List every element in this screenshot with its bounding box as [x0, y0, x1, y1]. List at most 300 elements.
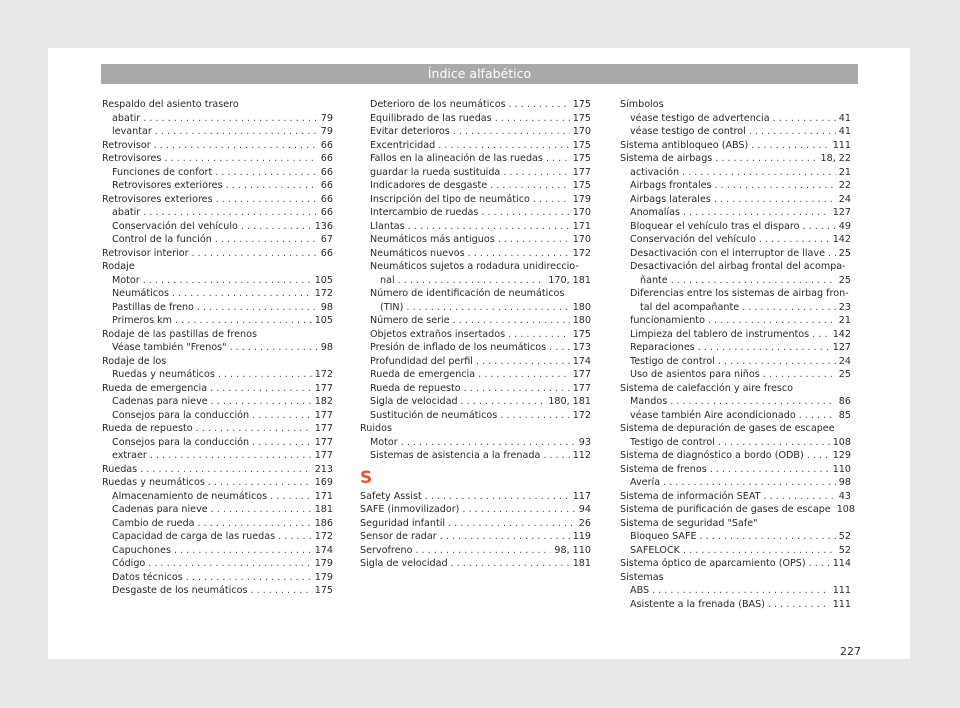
index-entry-term: Consejos para la conducción — [112, 436, 250, 448]
index-entry-term: Testigo de control — [630, 355, 715, 367]
index-entry-term: Capuchones — [112, 544, 171, 556]
index-entry-page: 175 — [314, 585, 333, 596]
dot-leader — [453, 314, 570, 328]
dot-leader — [218, 368, 312, 382]
index-heading: Sistema de calefacción y aire fresco — [620, 382, 794, 394]
dot-leader — [226, 179, 318, 193]
page-title: Índice alfabético — [427, 66, 532, 81]
index-entry-page: 98, 110 — [554, 544, 591, 556]
dot-leader — [495, 112, 570, 126]
index-column-2-part-b — [360, 490, 591, 571]
index-entry-page: 24 — [838, 355, 851, 367]
dot-leader — [453, 125, 570, 139]
index-entry-page: 67 — [320, 234, 333, 245]
dot-leader — [670, 395, 836, 409]
index-entry-page: 66 — [320, 193, 333, 205]
index-entry — [620, 409, 851, 423]
dot-leader — [210, 382, 312, 396]
index-entry — [360, 152, 591, 166]
index-entry-term: Número de serie — [370, 315, 450, 326]
index-entry — [620, 328, 851, 342]
dot-leader — [398, 274, 546, 288]
dot-leader — [718, 355, 836, 369]
index-entry-term: Primeros km — [112, 315, 173, 326]
index-entry-term: abatir — [112, 207, 141, 218]
dot-leader — [698, 341, 830, 355]
index-entry-term: Neumáticos nuevos — [370, 247, 465, 259]
index-entry — [102, 409, 333, 423]
index-entry-term: Rueda de emergencia — [370, 369, 476, 380]
dot-leader — [663, 476, 836, 490]
index-entry-page: 179 — [314, 571, 333, 583]
index-entry — [360, 517, 591, 531]
index-entry — [102, 179, 333, 193]
index-entry-term: Sistema óptico de aparcamiento (OPS) — [620, 558, 806, 569]
index-entry-term: Mandos — [630, 396, 668, 407]
index-entry — [620, 139, 851, 153]
index-entry-page: 18, 22 — [820, 153, 851, 164]
index-entry-term: Sistema de airbags — [620, 153, 713, 164]
index-entry-term: nal — [380, 274, 395, 286]
index-entry-term: Retrovisores exteriores — [102, 193, 213, 205]
dot-leader — [509, 98, 570, 112]
index-entry — [620, 206, 851, 220]
dot-leader — [481, 206, 569, 220]
dot-leader — [197, 301, 318, 315]
index-entry — [102, 463, 333, 477]
index-entry-page: 108 — [832, 436, 851, 448]
index-entry-term: Véase también "Frenos" — [112, 342, 227, 353]
dot-leader — [186, 571, 312, 585]
dot-leader — [763, 368, 836, 382]
index-entry-term: Reparaciones — [630, 342, 695, 353]
index-entry-page: 180 — [572, 301, 591, 313]
index-entry-page: 177 — [314, 409, 333, 421]
index-entry — [102, 233, 333, 247]
dot-leader — [250, 584, 311, 598]
index-entry-term: Cadenas para nieve — [112, 396, 208, 407]
index-entry-term: Control de la función — [112, 234, 212, 245]
index-entry-term: Retrovisor interior — [102, 247, 189, 259]
index-entry-page: 213 — [314, 463, 333, 475]
index-entry-term: activación — [630, 166, 680, 178]
index-entry-term: Motor — [112, 274, 140, 286]
index-entry-page: 170 — [572, 207, 591, 218]
dot-leader — [812, 328, 830, 342]
dot-leader — [440, 530, 570, 544]
index-entry-page: 24 — [838, 193, 851, 205]
index-entry — [620, 152, 851, 166]
index-entry-term: Llantas — [370, 220, 405, 232]
index-entry-page: 85 — [838, 409, 851, 421]
index-heading: Sistema de seguridad "Safe" — [620, 517, 758, 529]
index-entry-page: 172 — [314, 288, 333, 299]
index-entry-term: ñante — [640, 274, 668, 286]
index-entry-page: 175 — [572, 139, 591, 151]
index-entry — [102, 220, 333, 234]
dot-leader — [498, 233, 570, 247]
index-entry — [360, 193, 591, 207]
index-entry-page: 169 — [314, 477, 333, 488]
index-column-3 — [620, 98, 856, 611]
index-entry-term: Almacenamiento de neumáticos — [112, 490, 268, 502]
index-entry-term: Conservación del vehículo — [112, 220, 238, 232]
index-entry-page: 111 — [832, 139, 851, 151]
index-entry-page: 66 — [320, 139, 333, 151]
dot-leader — [462, 503, 575, 517]
dot-leader — [464, 382, 570, 396]
index-entry-term: Rueda de repuesto — [370, 382, 461, 394]
index-entry — [102, 368, 333, 382]
index-entry — [360, 301, 591, 315]
index-entry-page: 177 — [572, 382, 591, 394]
index-entry-page: 52 — [838, 544, 851, 556]
index-entry — [102, 557, 333, 571]
dot-leader — [164, 152, 317, 166]
index-entry-term: Sigla de velocidad — [370, 396, 458, 407]
index-entry-page: 170 — [572, 126, 591, 137]
index-entry-page: 114 — [832, 558, 851, 569]
index-entry — [102, 490, 333, 504]
index-entry — [102, 166, 333, 180]
index-entry — [620, 301, 851, 315]
index-entry-page: 98 — [320, 301, 333, 313]
index-entry-term: Conservación del vehículo — [630, 234, 756, 245]
index-heading: Rodaje — [102, 261, 135, 272]
index-entry — [360, 98, 591, 112]
index-entry-page: 186 — [314, 517, 333, 529]
index-entry — [360, 179, 591, 193]
index-heading: Respaldo del asiento trasero — [102, 99, 239, 110]
index-entry-term: Avería — [630, 477, 661, 488]
index-entry-term: Anomalías — [630, 207, 680, 218]
index-entry-term: SAFE (inmovilizador) — [360, 504, 460, 515]
index-entry-term: Indicadores de desgaste — [370, 180, 488, 191]
index-entry — [102, 584, 333, 598]
dot-leader — [759, 233, 830, 247]
dot-leader — [150, 449, 312, 463]
index-entry-term: Fallos en la alineación de las ruedas — [370, 153, 543, 164]
dot-leader — [503, 166, 569, 180]
index-entry-term: Excentricidad — [370, 139, 436, 151]
index-entry-page: 25 — [838, 247, 851, 259]
index-entry-term: Desactivación del airbag frontal del acompa- — [630, 261, 846, 272]
dot-leader — [154, 139, 318, 153]
index-entry-page: 22 — [838, 180, 851, 191]
index-entry-term: Pastillas de freno — [112, 301, 194, 313]
dot-leader — [749, 125, 836, 139]
index-entry-page: 171 — [572, 220, 591, 232]
index-heading: Sistema de depuración de gases de escapee — [620, 423, 835, 434]
dot-leader — [549, 341, 570, 355]
index-entry — [360, 247, 591, 261]
index-entry-page: 175 — [572, 112, 591, 124]
index-entry-page: 174 — [314, 544, 333, 556]
index-entry — [102, 139, 333, 153]
index-entry-term: ABS — [630, 585, 650, 596]
index-entry-term: Airbags frontales — [630, 180, 712, 191]
index-entry-term: Airbags laterales — [630, 193, 711, 205]
index-entry — [102, 544, 333, 558]
index-entry-term: Bloquear el vehículo tras el disparo — [630, 220, 800, 232]
dot-leader — [215, 166, 318, 180]
dot-leader — [175, 314, 312, 328]
index-entry-term: Presión de inflado de los neumáticos — [370, 342, 547, 353]
dot-leader — [230, 341, 318, 355]
dot-leader — [270, 490, 312, 504]
index-entry — [360, 314, 591, 328]
index-entry-page: 180, 181 — [548, 396, 591, 407]
index-entry — [620, 476, 851, 490]
index-entry-term: Funciones de confort — [112, 166, 213, 178]
index-entry — [102, 517, 333, 531]
index-entry — [620, 557, 851, 571]
index-entry-term: Servofreno — [360, 544, 413, 556]
index-entry-term: Safety Assist — [360, 490, 422, 502]
index-entry-page: 21 — [838, 315, 851, 326]
index-entry — [620, 584, 851, 598]
index-entry-term: Objetos extraños insertados — [370, 328, 506, 340]
index-entry — [360, 274, 591, 288]
index-entry — [360, 125, 591, 139]
index-entry — [360, 355, 591, 369]
dot-leader — [196, 422, 312, 436]
dot-leader — [803, 220, 836, 234]
index-entry-page: 105 — [314, 274, 333, 286]
index-heading: Ruidos — [360, 423, 392, 434]
index-entry — [360, 166, 591, 180]
index-entry-page: 181 — [572, 558, 591, 569]
dot-leader — [408, 220, 570, 234]
index-entry-term: Sigla de velocidad — [360, 558, 448, 569]
index-entry-page: 111 — [832, 598, 851, 610]
dot-leader — [683, 206, 830, 220]
index-entry-page: 52 — [838, 531, 851, 542]
index-entry-term: Ruedas y neumáticos — [112, 369, 215, 380]
index-entry-term: Neumáticos más antiguos — [370, 234, 495, 245]
index-column-2 — [360, 98, 591, 571]
dot-leader — [174, 544, 312, 558]
index-entry — [102, 314, 333, 328]
dot-leader — [211, 395, 312, 409]
dot-leader — [401, 436, 576, 450]
dot-leader — [461, 395, 546, 409]
index-entry-term: Inscripción del tipo de neumático — [370, 193, 530, 205]
index-entry-page: 171 — [314, 490, 333, 502]
dot-leader — [500, 409, 569, 423]
dot-leader — [764, 490, 836, 504]
dot-leader — [742, 301, 836, 315]
index-entry-term: Código — [112, 558, 146, 569]
index-heading: Rodaje de las pastillas de frenos — [102, 328, 257, 340]
index-entry-page: 98 — [320, 342, 333, 353]
index-entry-term: (TIN) — [380, 301, 404, 313]
index-column-1 — [102, 98, 333, 598]
dot-leader — [508, 328, 570, 342]
index-entry-term: Intercambio de ruedas — [370, 207, 479, 218]
index-entry-page: 93 — [578, 436, 591, 448]
index-entry-page: 79 — [320, 126, 333, 137]
index-entry-page: 172 — [314, 369, 333, 380]
index-entry-term: Deterioro de los neumáticos — [370, 99, 506, 110]
index-entry-page: 79 — [320, 112, 333, 124]
index-entry — [102, 422, 333, 436]
index-entry-page: 174 — [572, 355, 591, 367]
index-entry — [620, 436, 851, 450]
index-entry-term: Profundidad del perfil — [370, 355, 473, 367]
dot-leader — [683, 544, 836, 558]
dot-leader — [172, 287, 312, 301]
index-entry-page: 173 — [572, 342, 591, 353]
index-heading: Rodaje de los — [102, 355, 167, 367]
dot-leader — [198, 517, 312, 531]
index-entry — [102, 247, 333, 261]
index-entry-term: véase testigo de control — [630, 126, 746, 137]
index-entry — [360, 112, 591, 126]
dot-leader — [451, 557, 570, 571]
index-entry-page: 170 — [572, 234, 591, 245]
index-entry-page: 181 — [314, 504, 333, 515]
index-entry-page: 41 — [838, 112, 851, 124]
index-entry — [620, 490, 851, 504]
index-entry-page: 170, 181 — [548, 274, 591, 286]
dot-leader — [476, 355, 570, 369]
dot-leader — [490, 179, 570, 193]
index-entry — [102, 395, 333, 409]
index-entry-page: 175 — [572, 180, 591, 191]
index-entry — [102, 382, 333, 396]
index-entry — [360, 449, 591, 463]
index-entry-term: Uso de asientos para niños — [630, 369, 760, 380]
index-entry-term: Desgaste de los neumáticos — [112, 585, 248, 596]
index-entry-term: Rueda de repuesto — [102, 423, 193, 434]
dot-leader — [533, 193, 570, 207]
index-entry-term: Motor — [370, 436, 398, 448]
index-entry-term: Seguridad infantil — [360, 517, 446, 529]
index-entry-page: 177 — [572, 166, 591, 178]
dot-leader — [718, 436, 830, 450]
index-entry — [620, 544, 851, 558]
index-entry-term: Consejos para la conducción — [112, 409, 250, 421]
index-entry — [620, 463, 851, 477]
index-entry-term: Asistente a la frenada (BAS) — [630, 598, 765, 610]
dot-leader — [671, 274, 836, 288]
index-entry-page: 175 — [572, 99, 591, 110]
index-entry-page: 142 — [832, 234, 851, 245]
dot-leader — [478, 368, 570, 382]
index-entry-term: Neumáticos — [112, 288, 169, 299]
index-entry-page: 108 — [836, 504, 856, 515]
index-entry-page: 66 — [320, 207, 333, 218]
index-entry-page: 41 — [838, 126, 851, 137]
index-entry-page: 182 — [314, 396, 333, 407]
index-entry — [360, 503, 591, 517]
index-entry-page: 66 — [320, 166, 333, 178]
dot-leader — [215, 233, 318, 247]
index-entry-term: Evitar deterioros — [370, 126, 450, 137]
dot-leader — [216, 193, 318, 207]
index-entry-page: 23 — [838, 301, 851, 313]
index-entry-term: Bloqueo SAFE — [630, 531, 697, 542]
index-entry-page: 177 — [572, 369, 591, 380]
index-entry — [620, 179, 851, 193]
index-entry-term: Sistema de información SEAT — [620, 490, 761, 502]
page-header — [101, 64, 858, 84]
index-entry — [102, 341, 333, 355]
index-entry — [102, 287, 333, 301]
index-entry-term: Cadenas para nieve — [112, 504, 208, 515]
dot-leader — [468, 247, 570, 261]
dot-leader — [148, 557, 311, 571]
index-entry-term: Sistema de frenos — [620, 463, 707, 475]
index-entry — [102, 476, 333, 490]
dot-leader — [211, 503, 312, 517]
section-letter: S — [360, 467, 373, 488]
index-entry-term: Rueda de emergencia — [102, 382, 208, 394]
index-entry-term: Sistemas de asistencia a la frenada — [370, 450, 541, 461]
dot-leader — [425, 490, 570, 504]
dot-leader — [700, 530, 836, 544]
index-entry-term: véase también Aire acondicionado — [630, 409, 796, 421]
index-entry — [360, 490, 591, 504]
index-entry-term: Testigo de control — [630, 436, 715, 448]
index-entry — [360, 139, 591, 153]
index-entry — [360, 368, 591, 382]
index-entry-page: 142 — [832, 328, 851, 340]
index-entry — [360, 544, 591, 558]
index-entry — [102, 449, 333, 463]
index-entry-page: 180 — [572, 315, 591, 326]
index-entry — [360, 530, 591, 544]
index-entry — [620, 193, 851, 207]
index-entry — [620, 395, 851, 409]
index-entry-page: 110 — [832, 463, 851, 475]
index-heading: Símbolos — [620, 99, 664, 110]
index-entry-term: Equilibrado de las ruedas — [370, 112, 492, 124]
index-entry-page: 136 — [314, 220, 333, 232]
index-entry — [620, 341, 851, 355]
dot-leader — [828, 247, 836, 261]
dot-leader — [438, 139, 569, 153]
index-entry — [102, 152, 333, 166]
index-entry-term: Capacidad de carga de las ruedas — [112, 531, 276, 542]
index-entry-term: levantar — [112, 126, 152, 137]
dot-leader — [543, 449, 569, 463]
index-column-2-part-a — [360, 98, 591, 463]
dot-leader — [751, 139, 829, 153]
dot-leader — [807, 449, 830, 463]
index-entry-term: SAFELOCK — [630, 544, 680, 556]
index-entry-term: Ruedas y neumáticos — [102, 477, 205, 488]
dot-leader — [715, 179, 836, 193]
index-entry — [620, 233, 851, 247]
dot-leader — [652, 584, 830, 598]
index-entry-page: 177 — [314, 382, 333, 394]
dot-leader — [208, 476, 312, 490]
index-entry-page: 177 — [314, 436, 333, 448]
index-entry-page: 43 — [838, 490, 851, 502]
index-entry — [360, 436, 591, 450]
index-entry — [620, 530, 851, 544]
index-entry-term: Retrovisores exteriores — [112, 180, 223, 191]
index-entry — [620, 166, 851, 180]
index-entry — [102, 436, 333, 450]
index-entry — [102, 503, 333, 517]
index-entry-page: 179 — [572, 193, 591, 205]
index-entry-term: Datos técnicos — [112, 571, 183, 583]
index-entry-term: tal del acompañante — [640, 301, 740, 313]
index-entry-term: abatir — [112, 112, 141, 124]
